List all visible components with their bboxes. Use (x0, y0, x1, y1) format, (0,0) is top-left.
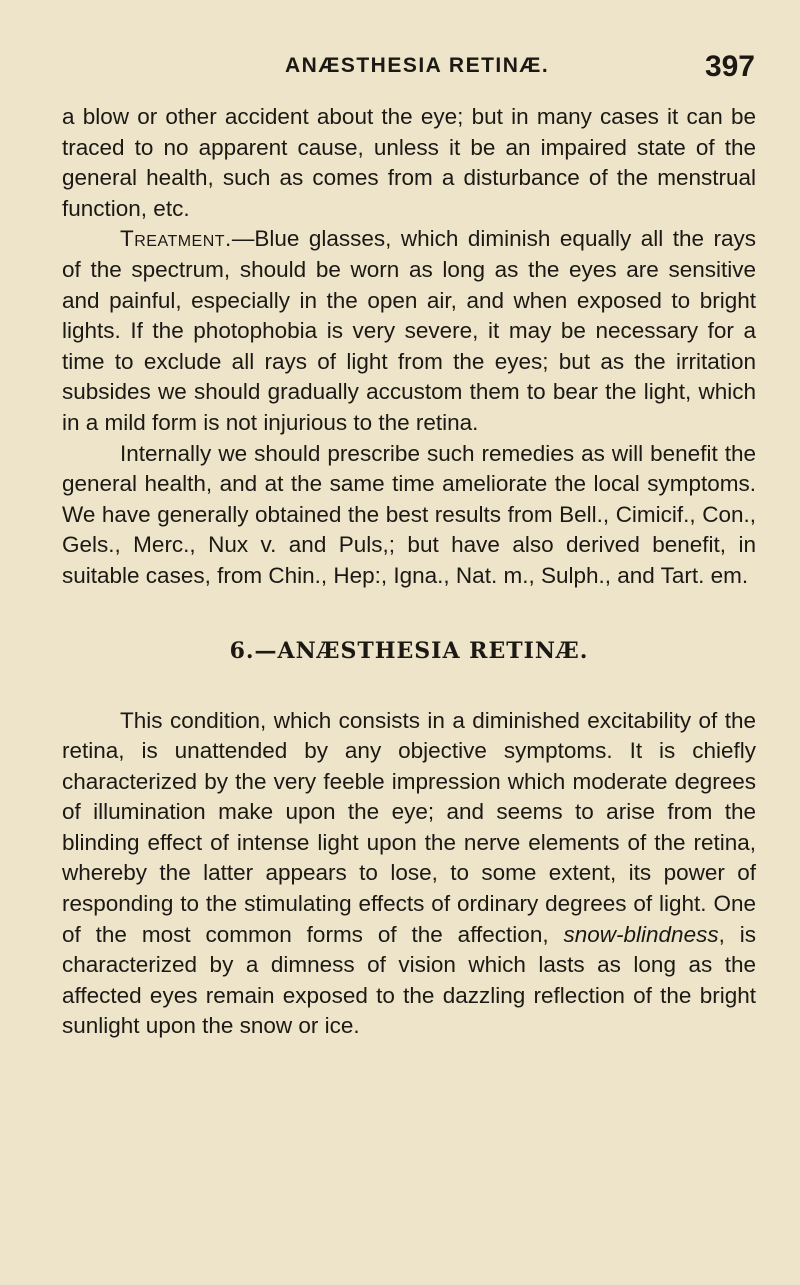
page-number: 397 (704, 50, 755, 83)
treatment-text: —Blue glasses, which diminish equally all the rays of the spectrum, should be worn as long as the eyes are sensitive and painful, especially in the open air, and when exposed to bright lights. If the photophobia is very severe, it may be necessary for a time to exclude all rays of light from the eyes; but as the irritation subsides we should gradually accustom them to bear the light, which in a mild form is not injurious to the retina. (62, 226, 756, 435)
running-head (60, 50, 755, 84)
anaesthesia-text-end: , is characterized by a dimness of vision which lasts as long as the affected eyes remain exposed to the dazzling reflection of the bright sunlight upon the snow or ice. (62, 921, 756, 1039)
anaesthesia-text-start: This condition, which consists in a diminished excitability of the retina, is unattended by any objective symptoms. It is chiefly characterized by the very feeble impression which moderate degrees of illumination make upon the eye; and seems to arise from the blinding effect of intense light upon the nerve elements of the retina, whereby the latter appears to lose, to some extent, its power of responding to the stimulating effects of ordinary degrees of light. One of the most common forms of the affection, (62, 707, 756, 947)
paragraph-remedies: Internally we should prescribe such remedies as will benefit the general health, and at the same time ameliorate the local symptoms. We have generally obtained the best results from Bell., Cimicif., Con., Gels., Merc., Nux v. and Puls,; but have also derived benefit, in suitable cases, from Chin., Hep:, Igna., Nat. m., Sulph., and Tart. em. (62, 440, 756, 588)
running-title: ANÆSTHESIA RETINÆ. (285, 54, 550, 77)
body-text (62, 102, 756, 1042)
paragraph-treatment (62, 224, 756, 438)
section-heading: 6.—ANÆSTHESIA RETINÆ. (229, 637, 589, 664)
snow-blindness-term: snow-blindness (563, 921, 719, 947)
paragraph-anaesthesia (62, 706, 756, 1043)
paragraph-continuation: a blow or other accident about the eye; but in many cases it can be traced to no apparent cause, unless it be an impaired state of the general health, such as comes from a disturbance of the menstrual function, etc. (62, 104, 756, 221)
treatment-lead: Treatment. (120, 226, 232, 252)
